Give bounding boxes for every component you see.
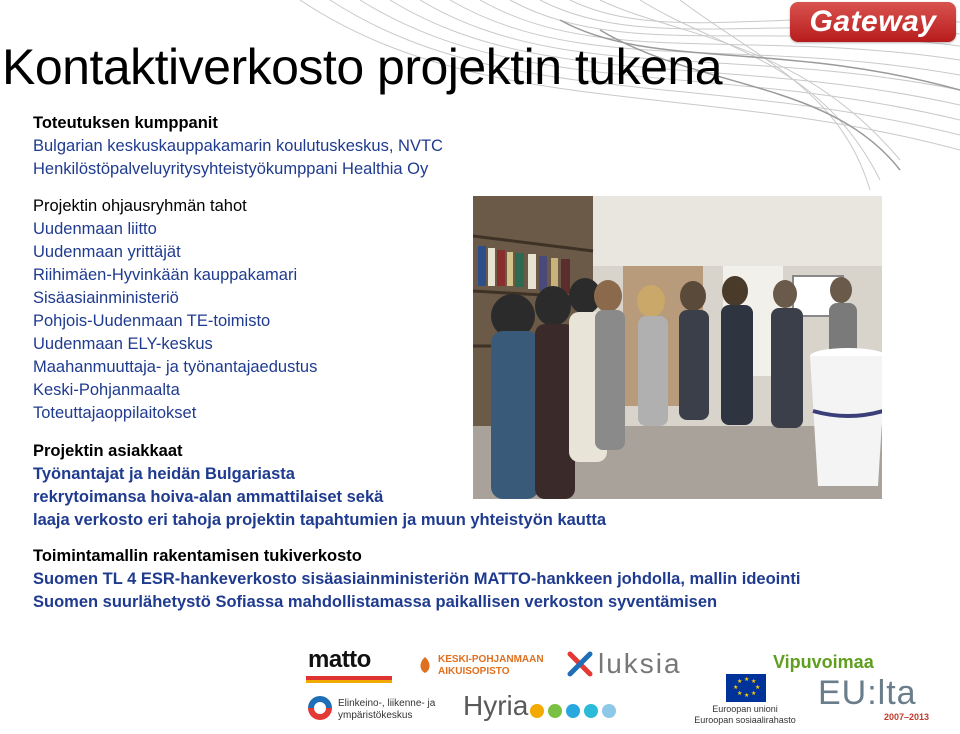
eu-logo-text <box>683 704 807 726</box>
section-line: Uudenmaan liitto <box>33 220 157 238</box>
eu-line1: Euroopan unioni <box>712 704 778 714</box>
hyria-logo: Hyria <box>463 690 529 721</box>
keski-pohjanmaan-logo <box>438 654 544 678</box>
section-line: Toteuttajaoppilaitokset <box>33 404 197 422</box>
gateway-logo: Gateway <box>790 2 956 42</box>
section-line: Bulgarian keskuskauppakamarin koulutuskeskus, NVTC <box>33 137 443 155</box>
keski-pohjanmaan-line2: AIKUISOPISTO <box>438 666 510 677</box>
hyria-dot-icon <box>602 704 616 718</box>
eulta-logo: EU:lta <box>818 674 917 712</box>
section-heading: Projektin asiakkaat <box>33 442 183 460</box>
section-heading: Projektin ohjausryhmän tahot <box>33 197 247 215</box>
section-line: rekrytoimansa hoiva-alan ammattilaiset sekä <box>33 488 384 506</box>
matto-logo-bar <box>306 680 392 683</box>
ely-line1: Elinkeino-, liikenne- ja <box>338 698 436 709</box>
section-line: Henkilöstöpalveluyritysyhteistyökumppani Healthia Oy <box>33 160 429 178</box>
section-line: Maahanmuuttaja- ja työnantajaedustus <box>33 358 318 376</box>
section-line: Keski-Pohjanmaalta <box>33 381 180 399</box>
eu-years-label: 2007–2013 <box>884 712 930 722</box>
hyria-dot-icon <box>566 704 580 718</box>
luksia-logo: luksia <box>598 648 682 679</box>
section-line: Sisäasiainministeriö <box>33 289 179 307</box>
section-line: Suomen TL 4 ESR-hankeverkosto sisäasiainministeriön MATTO-hankkeen johdolla, mallin ideointi <box>33 570 801 588</box>
section-heading: Toimintamallin rakentamisen tukiverkosto <box>33 547 362 565</box>
partner-logos-strip <box>0 636 960 734</box>
section-line: Työnantajat ja heidän Bulgariasta <box>33 465 295 483</box>
event-photo-illustration <box>473 196 882 499</box>
section-line: Riihimäen-Hyvinkään kauppakamari <box>33 266 298 284</box>
hyria-dot-icon <box>530 704 544 718</box>
luksia-x-icon <box>566 650 594 678</box>
section-line: Uudenmaan yrittäjät <box>33 243 181 261</box>
vipuvoimaa-logo: Vipuvoimaa <box>773 652 874 672</box>
section-line: Suomen suurlähetystö Sofiassa mahdollistamassa paikallisen verkoston syventämisen <box>33 593 718 611</box>
ely-keskus-logo <box>338 698 435 722</box>
event-photo <box>473 196 882 499</box>
section-support-network <box>33 545 800 614</box>
eu-flag-icon: ★ ★ ★ ★ ★ ★ ★ ★ <box>726 674 766 702</box>
section-heading: Toteutuksen kumppanit <box>33 114 218 132</box>
keski-pohjanmaan-line1: KESKI-POHJANMAAN <box>438 654 544 665</box>
keski-pohjanmaan-flame-icon <box>416 656 434 674</box>
page-title: Kontaktiverkosto projektin tukena <box>2 39 723 95</box>
section-partners <box>33 112 443 181</box>
section-steering-group <box>33 195 317 425</box>
ely-keskus-icon <box>306 694 334 722</box>
eu-line2: Euroopan sosiaalirahasto <box>694 715 796 725</box>
matto-logo: matto <box>308 646 371 673</box>
ely-line2: ympäristökeskus <box>338 710 413 721</box>
section-line: Uudenmaan ELY-keskus <box>33 335 213 353</box>
section-line: laaja verkosto eri tahoja projektin tapahtumien ja muun yhteistyön kautta <box>33 511 607 529</box>
section-line: Pohjois-Uudenmaan TE-toimisto <box>33 312 271 330</box>
hyria-dot-icon <box>584 704 598 718</box>
hyria-dot-icon <box>548 704 562 718</box>
